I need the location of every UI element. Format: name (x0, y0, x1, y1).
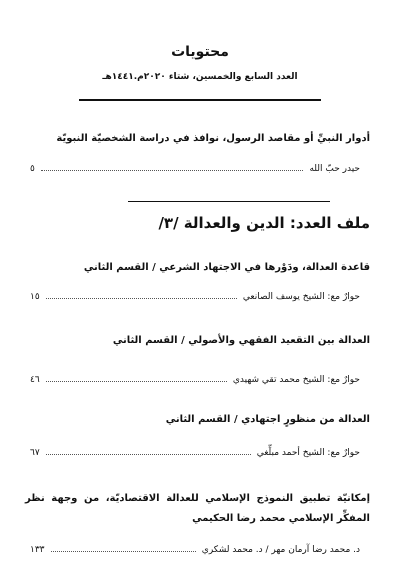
article-author: حوارٌ مع: الشيخ أحمد مبلِّغي (256, 448, 360, 458)
page-number: ١٥ (30, 292, 40, 302)
page-title: محتويات (171, 44, 229, 60)
toc-entry (30, 160, 360, 174)
article-author: د. محمد رضا آرمان مهر / د. محمد لشكري (201, 545, 360, 555)
toc-entry (30, 371, 360, 385)
dot-leader (46, 454, 251, 455)
page-number: ٥ (30, 164, 35, 174)
divider-top (79, 99, 321, 101)
toc-entry (30, 288, 360, 302)
page-number: ٤٦ (30, 375, 40, 385)
dot-leader (46, 381, 227, 382)
page-number: ١٣٣ (30, 545, 45, 555)
issue-line: العدد السابع والخمسين، شتاء ٢٠٢٠م.١٤٤١هـ (102, 72, 298, 82)
toc-entry (30, 444, 360, 458)
file-title: ملف العدد: الدين والعدالة /٣/ (158, 214, 370, 232)
article-title: العدالة بين التقعيد الفقهي والأصولي / القسم الثاني (112, 335, 370, 346)
article-title: أدوار النبيِّ أو مقاصد الرسول، نوافذ في دراسة الشخصيّة النبويّة (56, 133, 370, 144)
article-author: حوارٌ مع: الشيخ محمد تقي شهيدي (232, 375, 360, 385)
article-author: حوارٌ مع: الشيخ يوسف الصانعي (242, 292, 360, 302)
dot-leader (41, 170, 304, 171)
page-number: ٦٧ (30, 448, 40, 458)
dot-leader (51, 551, 196, 552)
toc-entry (30, 541, 360, 555)
divider-middle (128, 201, 330, 202)
dot-leader (46, 298, 237, 299)
article-title: العدالة من منظورٍ اجتهادي / القسم الثاني (165, 414, 370, 425)
article-title: إمكانيّة تطبيق النموذج الإسلامي للعدالة الاقتصاديّة، من وجهة نظر المفكِّر الإسلامي محمد رضا الحكيمي (25, 493, 370, 524)
article-author: حيدر حبّ الله (309, 164, 360, 174)
article-title: قاعدة العدالة، ودَوْرها في الاجتهاد الشرعي / القسم الثاني (83, 262, 370, 273)
